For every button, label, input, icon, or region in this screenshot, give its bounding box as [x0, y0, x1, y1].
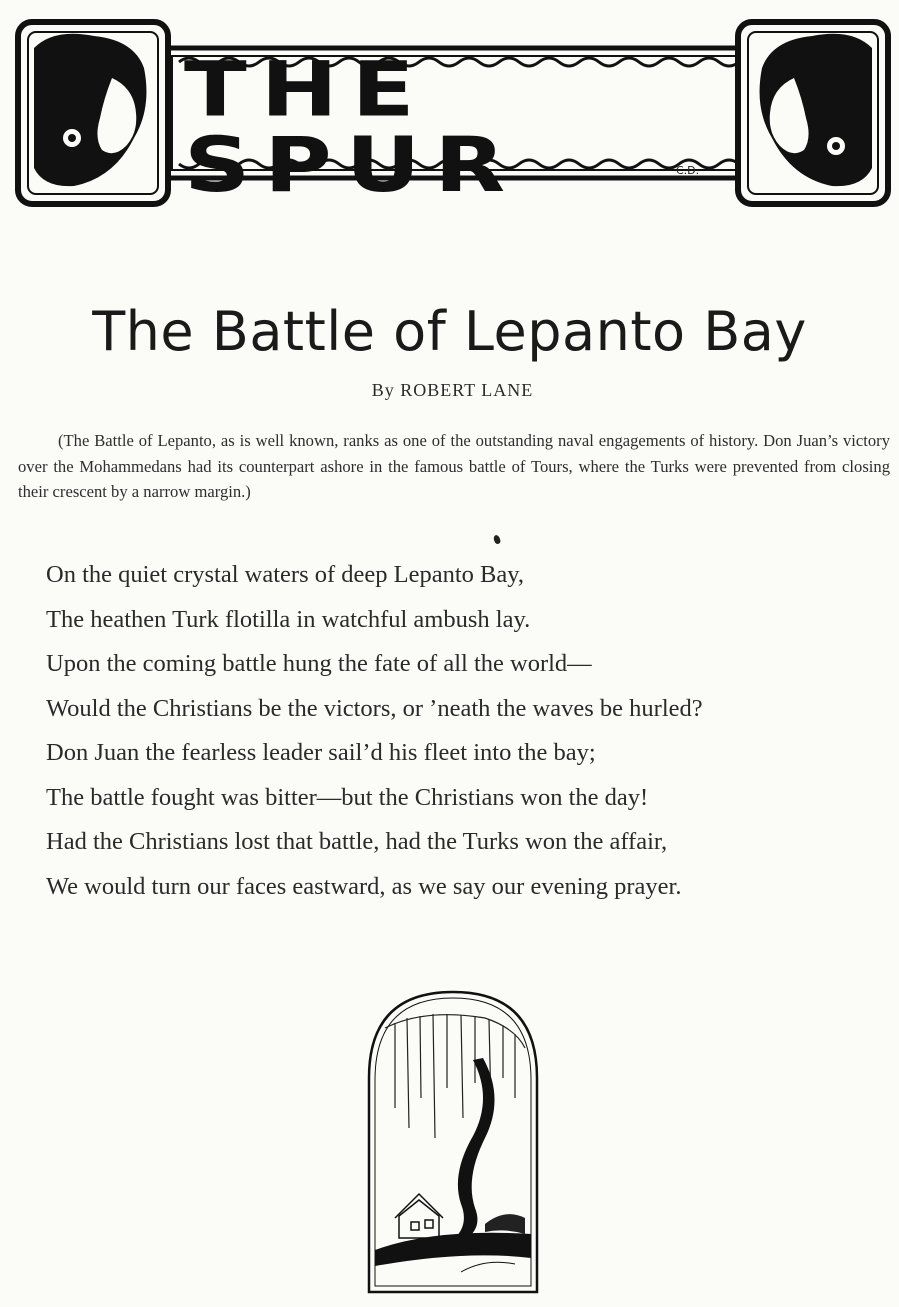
poem-line: The battle fought was bitter—but the Christians won the day! — [46, 783, 649, 811]
artist-initials: C.D. — [676, 164, 700, 177]
poem-line: We would turn our faces eastward, as we say our evening prayer. — [46, 872, 682, 900]
article-byline: By ROBERT LANE — [371, 380, 534, 400]
poem-line: The heathen Turk flotilla in watchful ambush lay. — [46, 605, 531, 633]
woman-portrait-left-icon — [18, 22, 168, 204]
poem — [46, 553, 896, 909]
article-intro: (The Battle of Lepanto, as is well known, ranks as one of the outstanding naval engagements of history. Don Juan’s victory over the Mohammedans had its counterpart ashore in the famous battle of Tours, where the Turks were prevented from closing their crescent by a narrow margin.) — [18, 431, 890, 501]
poem-line: Had the Christians lost that battle, had the Turks won the affair, — [46, 828, 668, 855]
willow-cottage-illustration — [365, 988, 541, 1296]
masthead-title: THE SPUR — [184, 46, 520, 210]
article-title: The Battle of Lepanto Bay — [92, 300, 807, 363]
poem-line: Don Juan the fearless leader sail’d his fleet into the bay; — [46, 739, 596, 766]
ink-mark — [493, 534, 502, 545]
poem-line: Would the Christians be the victors, or ’neath the waves be hurled? — [46, 694, 703, 722]
woman-portrait-right-icon — [738, 22, 888, 204]
masthead — [14, 18, 892, 208]
poem-line: Upon the coming battle hung the fate of all the world— — [46, 650, 592, 677]
poem-line: On the quiet crystal waters of deep Lepanto Bay, — [46, 561, 525, 588]
